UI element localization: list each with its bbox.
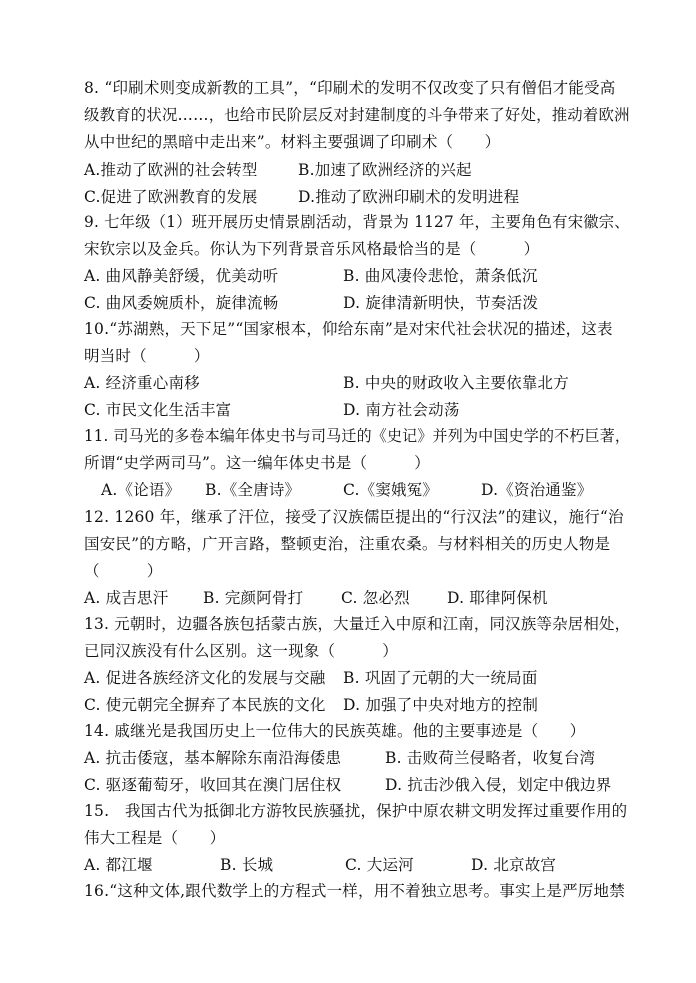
question-11-option-a: A.《论语》 [101,481,181,499]
question-12-line-2: 国安民”的方略，广开言路，整顿吏治，注重农桑。与材料相关的历史人物是 [84,535,611,553]
question-15-option-d: D. 北京故宫 [471,856,557,874]
question-16-line-1: 16.“这种文体,跟代数学上的方程式一样，用不着独立思考。事实上是严厉地禁 [84,882,625,900]
question-11-option-b: B.《全唐诗》 [205,481,301,499]
question-13-option-d: D. 加强了中央对地方的控制 [343,696,539,714]
question-10-option-a: A. 经济重心南移 [84,374,200,392]
question-8-option-b: B.加速了欧洲经济的兴起 [298,161,472,179]
question-8-option-a: A.推动了欧洲的社会转型 [84,161,258,179]
question-12-option-b: B. 完颜阿骨打 [203,589,304,607]
question-12-line-1: 12. 1260 年，继承了汗位，接受了汉族儒臣提出的“行汉法”的建议，施行“治 [84,508,624,526]
question-8-option-d: D.推动了欧洲印刷术的发明进程 [298,188,520,206]
question-11-line-2: 所谓“史学两司马”。这一编年体史书是（ ） [84,454,430,472]
question-8-option-c: C.促进了欧洲教育的发展 [84,188,258,206]
question-14-option-d: D. 抗击沙俄入侵，划定中俄边界 [385,776,612,794]
question-8-line-3: 从中世纪的黑暗中走出来”。材料主要强调了印刷术（ ） [84,133,501,151]
question-9-line-1: 9. 七年级（1）班开展历史情景剧活动，背景为 1127 年，主要角色有宋徽宗、 [84,213,630,231]
question-10-line-1: 10.“苏湖熟，天下足”“国家根本，仰给东南”是对宋代社会状况的描述，这表 [84,320,613,338]
question-14-line-1: 14. 戚继光是我国历史上一位伟大的民族英雄。他的主要事迹是（ ） [84,722,586,740]
question-12-option-d: D. 耶律阿保机 [447,589,548,607]
question-12-option-a: A. 成吉思汗 [84,589,169,607]
question-15-option-a: A. 都江堰 [84,856,153,874]
question-15-line-2: 伟大工程是（ ） [84,829,226,847]
question-8-line-1: 8. “印刷术则变成新教的工具”，“印刷术的发明不仅改变了只有僧侣才能受高 [84,79,616,97]
question-11-option-c: C.《窦娥冤》 [343,481,439,499]
question-13-option-c: C. 使元朝完全摒弃了本民族的文化 [84,696,326,714]
question-14-option-c: C. 驱逐葡萄牙，收回其在澳门居住权 [84,776,342,794]
question-10-option-c: C. 市民文化生活丰富 [84,401,232,419]
question-11-option-d: D.《资治通鉴》 [481,481,593,499]
question-10-option-d: D. 南方社会动荡 [343,401,460,419]
question-13-line-2: 已同汉族没有什么区别。这一现象（ ） [84,642,399,660]
question-13-option-a: A. 促进各族经济文化的发展与交融 [84,669,326,687]
question-12-option-c: C. 忽必烈 [341,589,410,607]
question-13-line-1: 13. 元朝时，边疆各族包括蒙古族，大量迁入中原和江南，同汉族等杂居相处， [84,615,631,633]
question-9-option-b: B. 曲风凄伶悲怆，萧条低沉 [343,267,538,285]
question-14-option-a: A. 抗击倭寇，基本解除东南沿海倭患 [84,749,342,767]
question-15-option-b: B. 长城 [220,856,274,874]
question-12-line-3: （ ） [84,562,163,580]
question-15-line-1: 15. 我国古代为抵御北方游牧民族骚扰，保护中原农耕文明发挥过重要作用的 [84,802,628,820]
question-10-line-2: 明当时（ ） [84,347,210,365]
question-14-option-b: B. 击败荷兰侵略者，收复台湾 [385,749,596,767]
question-8-line-2: 级教育的状况……，也给市民阶层反对封建制度的斗争带来了好处，推动着欧洲 [84,106,630,124]
question-9-option-a: A. 曲风静美舒缓，优美动听 [84,267,279,285]
question-11-line-1: 11. 司马光的多卷本编年体史书与司马迁的《史记》并列为中国史学的不朽巨著， [84,427,631,445]
question-9-option-c: C. 曲风委婉质朴，旋律流畅 [84,294,279,312]
question-10-option-b: B. 中央的财政收入主要依靠北方 [343,374,569,392]
question-13-option-b: B. 巩固了元朝的大一统局面 [343,669,538,687]
question-9-option-d: D. 旋律清新明快，节奏活泼 [343,294,539,312]
question-9-line-2: 宋钦宗以及金兵。你认为下列背景音乐风格最恰当的是（ ） [84,240,540,258]
question-15-option-c: C. 大运河 [345,856,414,874]
